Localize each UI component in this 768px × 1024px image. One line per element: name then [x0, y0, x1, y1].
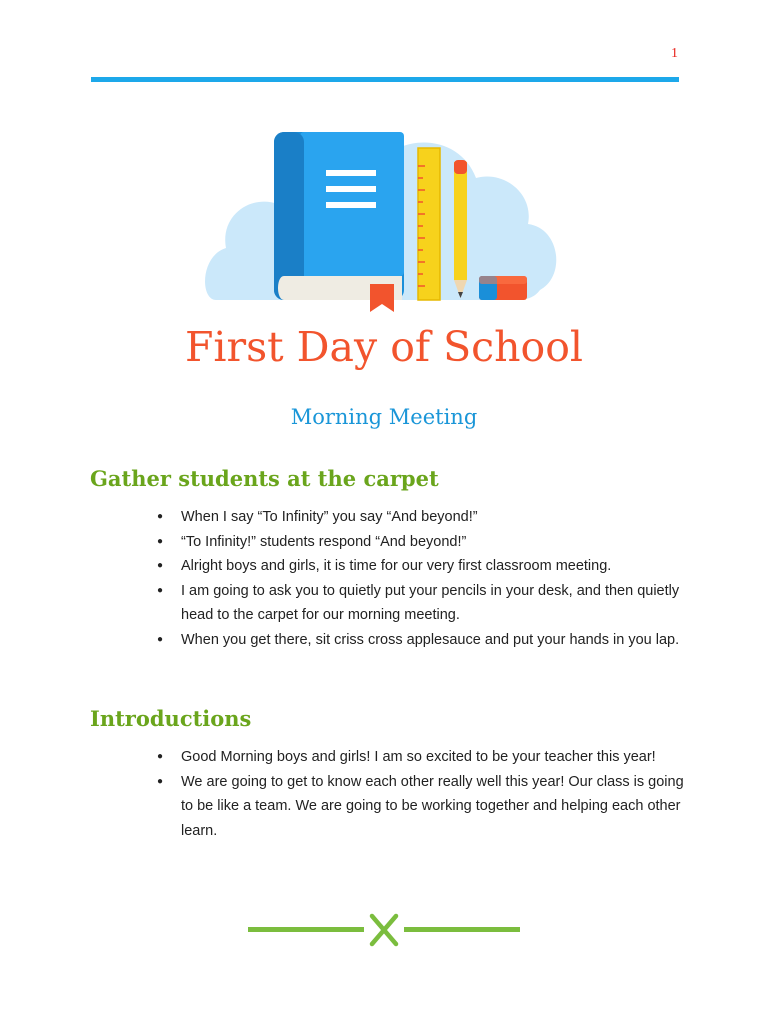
book-icon: [274, 132, 404, 300]
list-item: ● I am going to ask you to quietly put your pencils in your desk, and then quietly head to the carpet for our morning meeting.: [155, 579, 695, 628]
ruler-icon: [418, 148, 440, 300]
list-item: ● When I say “To Infinity” you say “And beyond!”: [155, 505, 695, 530]
introductions-bullet-list: [155, 745, 695, 843]
bookmark-icon: [370, 284, 394, 312]
top-rule-divider: [91, 77, 679, 82]
section-heading-gather: Gather students at the carpet: [90, 466, 439, 491]
pencil-icon: [454, 160, 467, 298]
list-item: ● Good Morning boys and girls! I am so excited to be your teacher this year!: [155, 745, 695, 770]
section-heading-introductions: Introductions: [90, 706, 252, 731]
list-item: ● We are going to get to know each other really well this year! Our class is going to be like a team. We are going to be working together and helping each other learn.: [155, 770, 695, 844]
page-number: 1: [671, 46, 678, 61]
list-item: ● “To Infinity!” students respond “And beyond!”: [155, 530, 695, 555]
list-item: ● When you get there, sit criss cross applesauce and put your hands in you lap.: [155, 628, 695, 653]
gather-bullet-list: [155, 505, 695, 652]
page-title: First Day of School: [184, 323, 584, 371]
school-supplies-illustration: [204, 106, 564, 316]
cross-icon: [372, 916, 396, 944]
footer-cross-divider: [246, 910, 522, 950]
list-item: ● Alright boys and girls, it is time for our very first classroom meeting.: [155, 554, 695, 579]
page-subtitle: Morning Meeting: [290, 405, 478, 429]
eraser-icon: [479, 276, 527, 300]
